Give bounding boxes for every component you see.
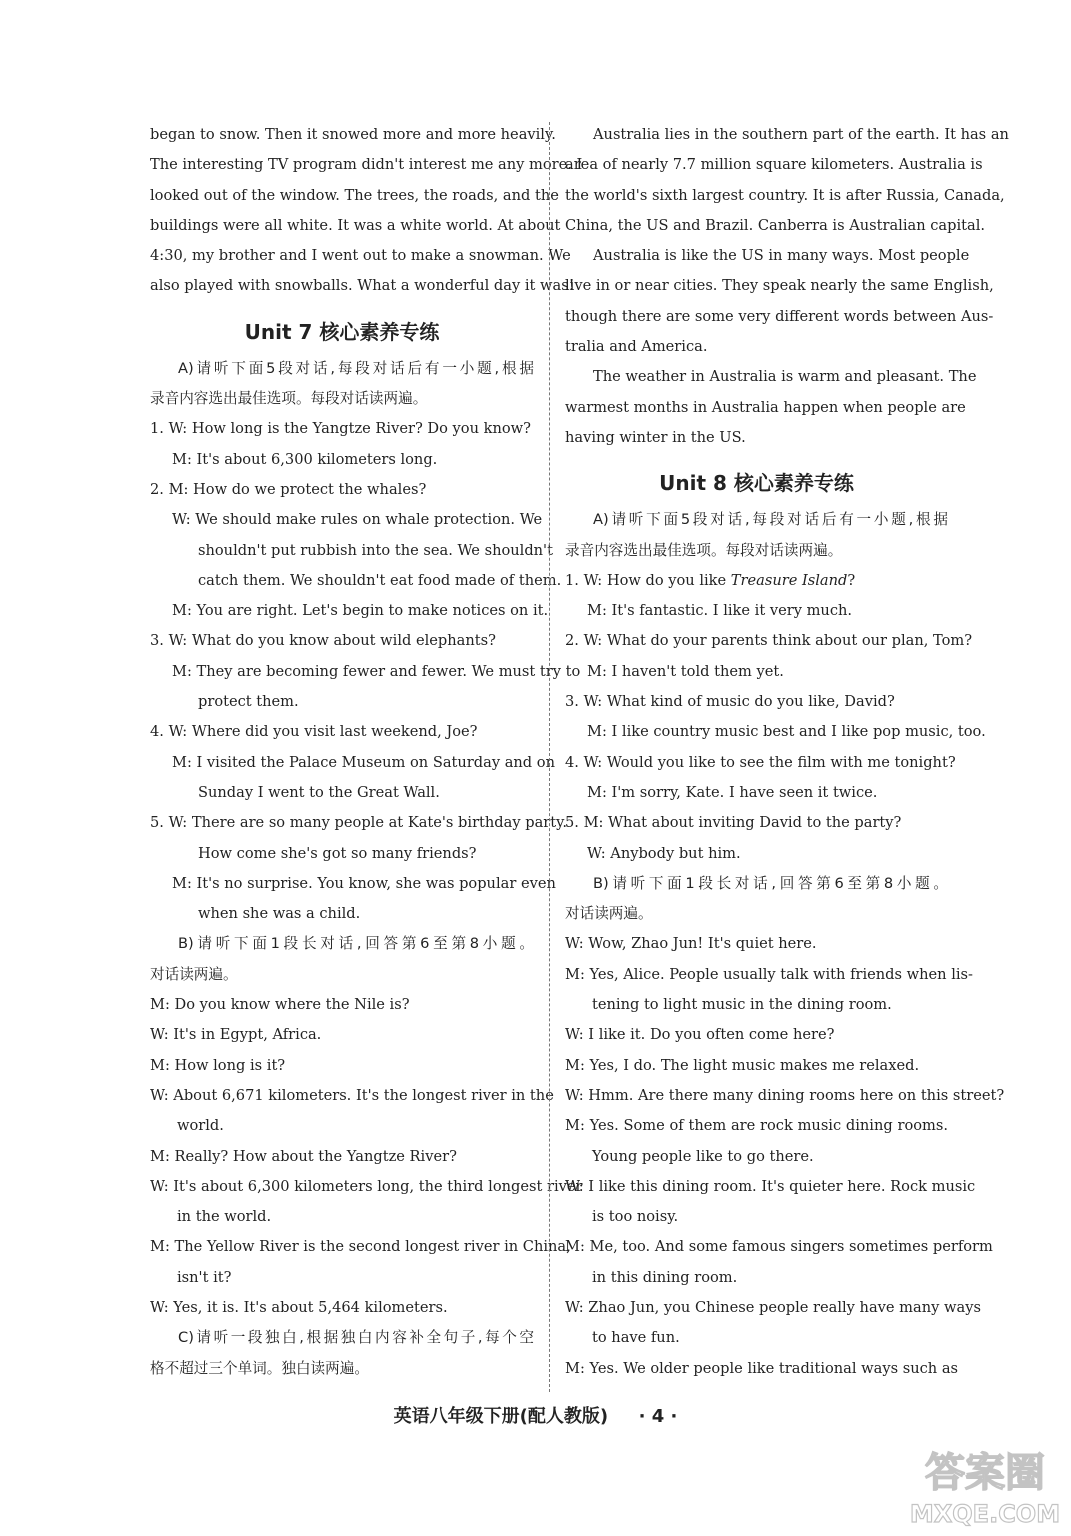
section-a-instruction: 录音内容选出最佳选项。每段对话读两遍。 (150, 390, 428, 408)
long-dialogue-line: is too noisy. (592, 1208, 679, 1226)
dialogue-line: M: It's about 6,300 kilometers long. (172, 450, 438, 468)
long-dialogue-line: W: It's in Egypt, Africa. (150, 1026, 322, 1044)
watermark-logo (905, 1438, 1065, 1530)
svg-text:MXQE.COM: MXQE.COM (909, 1500, 1061, 1528)
section-b-instruction: B)请听下面1段长对话,回答第6至第8小题。 (178, 935, 534, 953)
long-dialogue-line: W: Hmm. Are there many dining rooms here on this street? (565, 1086, 1005, 1104)
dialogue-line: 4. W: Would you like to see the film with me tonight? (565, 753, 956, 771)
footer-book-title: 英语八年级下册(配人教版) (393, 1406, 609, 1427)
long-dialogue-line: M: Yes. Some of them are rock music dining rooms. (565, 1117, 948, 1135)
passage-line: Australia is like the US in many ways. Most people (593, 247, 970, 265)
section-b-instruction: 对话读两遍。 (150, 965, 238, 983)
long-dialogue-line: in the world. (177, 1208, 272, 1226)
long-dialogue-line: W: About 6,671 kilometers. It's the longest river in the (150, 1086, 554, 1104)
dialogue-line: M: It's fantastic. I like it very much. (587, 602, 853, 620)
dialogue-line: 1. W: How long is the Yangtze River? Do you know? (150, 420, 531, 438)
long-dialogue-line: Young people like to go there. (592, 1147, 814, 1165)
dialogue-line: M: I haven't told them yet. (587, 662, 784, 680)
dialogue-line: 3. W: What do you know about wild elephants? (150, 632, 496, 650)
passage-line: warmest months in Australia happen when people are (565, 398, 966, 416)
long-dialogue-line: W: Wow, Zhao Jun! It's quiet here. (565, 935, 817, 953)
dialogue-line: M: I'm sorry, Kate. I have seen it twice. (587, 783, 878, 801)
passage-line: tralia and America. (565, 338, 708, 356)
long-dialogue-line: W: It's about 6,300 kilometers long, the third longest river (150, 1177, 583, 1195)
dialogue-line: 4. W: Where did you visit last weekend, Joe? (150, 723, 478, 741)
passage-line: Australia lies in the southern part of the earth. It has an (593, 126, 1009, 143)
long-dialogue-line: to have fun. (592, 1329, 680, 1347)
intro-line: began to snow. Then it snowed more and more heavily. (150, 126, 556, 143)
section-a-instruction: 录音内容选出最佳选项。每段对话读两遍。 (565, 541, 843, 559)
dialogue-line: How come she's got so many friends? (198, 844, 477, 862)
dialogue-line: 5. W: There are so many people at Kate's birthday party. (150, 814, 568, 832)
dialogue-line: M: You are right. Let's begin to make notices on it. (172, 602, 549, 620)
long-dialogue-line: M: The Yellow River is the second longest river in China, (150, 1238, 571, 1256)
passage-line: though there are some very different words between Aus- (565, 307, 994, 325)
dialogue-line: protect them. (198, 693, 299, 711)
section-c-instruction: C)请听一段独白,根据独白内容补全句子,每个空 (178, 1329, 534, 1347)
dialogue-line: when she was a child. (198, 905, 361, 923)
passage-line: live in or near cities. They speak nearly the same English, (565, 277, 994, 295)
dialogue-line: W: Anybody but him. (587, 844, 741, 862)
long-dialogue-line: tening to light music in the dining room. (592, 996, 892, 1014)
section-b-instruction: 对话读两遍。 (565, 905, 653, 923)
dialogue-line (565, 566, 948, 596)
intro-line: The interesting TV program didn't interest me any more. I (150, 156, 583, 174)
q1-suffix: ? (847, 571, 856, 589)
page-number: · 4 · (638, 1406, 678, 1427)
long-dialogue-line: W: I like this dining room. It's quieter here. Rock music (565, 1177, 976, 1195)
long-dialogue-line: M: How long is it? (150, 1056, 286, 1074)
dialogue-line: shouldn't put rubbish into the sea. We shouldn't (198, 541, 553, 559)
unit8-title: Unit 8 核心素养专练 (659, 471, 854, 496)
section-c-instruction: 格不超过三个单词。独白读两遍。 (150, 1359, 369, 1377)
long-dialogue-line: M: Really? How about the Yangtze River? (150, 1147, 457, 1165)
long-dialogue-line: M: Yes, Alice. People usually talk with friends when lis- (565, 965, 973, 983)
long-dialogue-line: world. (177, 1117, 224, 1135)
passage-line: China, the US and Brazil. Canberra is Australian capital. (565, 216, 985, 234)
dialogue-line: W: We should make rules on whale protection. We (172, 511, 543, 529)
column-divider (549, 122, 550, 1392)
dialogue-line: 2. W: What do your parents think about our plan, Tom? (565, 632, 973, 650)
q1-prefix: 1. W: How do you like (565, 571, 731, 589)
intro-line: 4:30, my brother and I went out to make a snowman. We (150, 247, 571, 265)
long-dialogue-line: M: Do you know where the Nile is? (150, 996, 410, 1014)
dialogue-line: M: It's no surprise. You know, she was popular even (172, 874, 556, 892)
section-b-instruction: B)请听下面1段长对话,回答第6至第8小题。 (593, 874, 948, 892)
passage-line: the world's sixth largest country. It is after Russia, Canada, (565, 186, 1005, 204)
intro-line: buildings were all white. It was a white world. At about (150, 216, 561, 234)
section-a-instruction: A)请听下面5段对话,每段对话后有一小题,根据 (178, 359, 534, 377)
dialogue-line: catch them. We shouldn't eat food made of them. (198, 571, 562, 589)
passage-line: area of nearly 7.7 million square kilometers. Australia is (565, 156, 983, 174)
section-a-instruction: A)请听下面5段对话,每段对话后有一小题,根据 (593, 511, 948, 529)
long-dialogue-line: in this dining room. (592, 1268, 738, 1286)
dialogue-line: M: They are becoming fewer and fewer. We must try to (172, 662, 581, 680)
book-title: Treasure Island (730, 571, 848, 589)
page-footer (0, 1402, 1071, 1428)
left-column (150, 120, 583, 1384)
long-dialogue-line: W: I like it. Do you often come here? (565, 1026, 835, 1044)
long-dialogue-line: M: Yes, I do. The light music makes me relaxed. (565, 1056, 920, 1074)
long-dialogue-line: isn't it? (177, 1268, 232, 1286)
passage-line: having winter in the US. (565, 428, 746, 446)
long-dialogue-line: W: Yes, it is. It's about 5,464 kilometers. (150, 1298, 448, 1316)
unit7-title: Unit 7 核心素养专练 (244, 319, 440, 344)
intro-line: looked out of the window. The trees, the roads, and the (150, 186, 559, 204)
dialogue-line: M: I like country music best and I like pop music, too. (587, 723, 986, 741)
dialogue-line: 3. W: What kind of music do you like, David? (565, 693, 895, 711)
dialogue-line: Sunday I went to the Great Wall. (198, 783, 440, 801)
dialogue-line: 5. M: What about inviting David to the party? (565, 814, 902, 832)
intro-line: also played with snowballs. What a wonderful day it was! (150, 277, 575, 295)
passage-line: The weather in Australia is warm and pleasant. The (593, 368, 977, 386)
long-dialogue-line: M: Yes. We older people like traditional ways such as (565, 1359, 959, 1377)
right-column (565, 120, 1009, 1384)
long-dialogue-line: M: Me, too. And some famous singers sometimes perform (565, 1238, 993, 1256)
long-dialogue-line: W: Zhao Jun, you Chinese people really have many ways (565, 1298, 981, 1316)
dialogue-line: 2. M: How do we protect the whales? (150, 480, 427, 498)
dialogue-line: M: I visited the Palace Museum on Saturday and on (172, 753, 555, 771)
svg-text:答案圈: 答案圈 (925, 1450, 1045, 1496)
